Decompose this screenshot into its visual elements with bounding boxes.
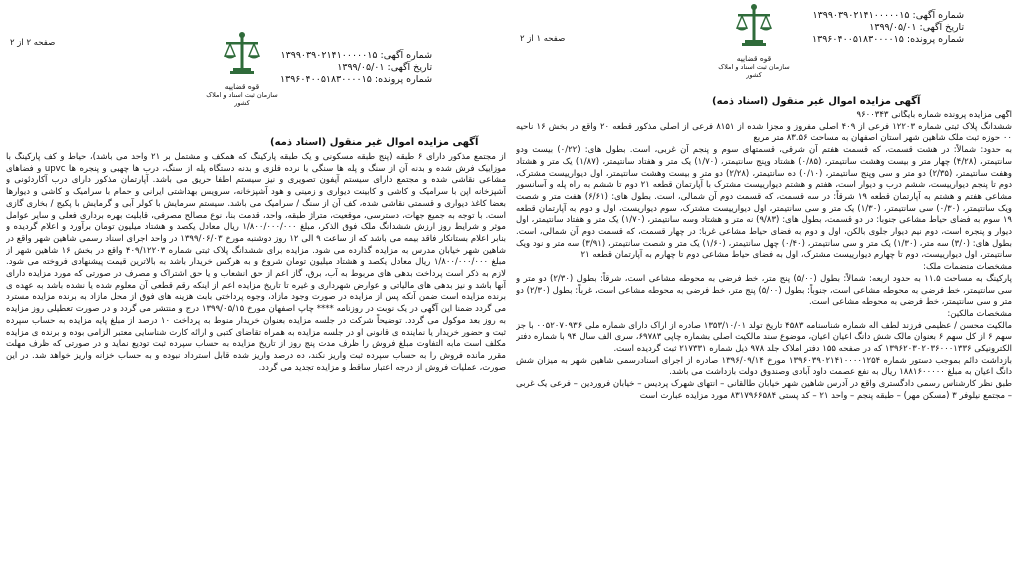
body-paragraph: مشخصات منضمات ملک: — [923, 262, 1012, 273]
body-paragraph: بازداشت دائم بموجب دستور شماره ۱۳۹۶۰۳۹۰۲۱۴۱۰۰۰۰۱۲۵۴ مورخ ۱۳۹۶/۰۹/۱۴ صادره از اجرای اسنادرسمی شاهین شهر به میزان شش دانگ اعیان به مبلغ ۱۸۸۱۶۰۰۰۰۰ ریال به نفع عصمت داود آبادی وصندوق دولت بازداشت می باشد. — [516, 355, 1012, 378]
notice-page-1 — [512, 0, 1020, 568]
file-number: شماره پرونده: ۱۳۹۶۰۴۰۰۵۱۸۳۰۰۰۰۱۵ — [812, 34, 965, 45]
body-paragraph: از مجتمع مذکور دارای ۶ طبقه (پنج طبقه مسکونی و یک طبقه پارکینگ که همکف و مشتمل بر ۲۱ واحد می باشد)، حیاط و کف پارکینگ با موزاییک فرش شده و بدنه آن از سنگ و پله ها سنگی با نرده فلزی و بدنه دستگاه پله از سنگ، درب ها چهبی و پنجره ها upvc و فضاهای مشاعی نقاشی شده و مجتمع دارای سیستم آیفون تصویری و نیز سیستم اطفا حریق می باشد. آپارتمان مذکور دارای درب آکاردئونی و آشپزخانه اپن با سرامیک و کاشی و کابینت دیواری و زمینی و هود آشپزخانه، سرویس بهداشتی ایرانی و حمام با سرامیک و کاشی و دیوارها بعضا کاغذ دیواری و قسمتی نقاشی شده، کف آن از سنگ / سرامیک می باشد. سیستم سرمایش با کولر آبی و گرمایش با پکیج / بخاری گازی است. با توجه به جمیع جهات، دسترسی، موقعیت، متراژ طبقه، واحد، قدمت بنا، نوع مصالح مصرفی، قابلیت بهره برداری فعلی و سایر عوامل موثر و شرایط روز ارزش ششدانگ ملک فوق الذکر، مبلغ ۱/۸۰۰/۰۰۰/۰۰۰ ریال معادل یکصد و هشتاد میلیون تومان برآورد و اعلام گردیده و بنابر اعلام بستانکار فاقد بیمه می باشد که از ساعت ۹ الی ۱۲ روز دوشنبه مورخ ۱۳۹۹/۰۶/۰۳ در واحد اجرای اسناد رسمی شاهین شهر واقع در شاهین شهر خیابان مدرس به مزایده گذارده می شود. مزایده برای ششدانگ پلاک ثبتی شماره ۴۰۹/۱۲۲۰۳ واقع در بخش ۱۶ شاهین شهر از مبلغ ۱/۸۰۰/۰۰۰/۰۰۰ ریال معادل یکصد و هشتاد میلیون تومان شروع و به هرکس خریدار باشد به بالاترین قیمت پیشنهادی فروخته می شود. لازم به ذکر است پرداخت بدهی های مربوط به آب، برق، گاز اعم از حق انشعاب و یا حق اشتراک و مصرف در صورتی که مورد مزایده دارای آنها باشد و نیز بدهی های مالیاتی و عوارض شهرداری و غیره تا تاریخ مزایده اعم از اینکه رقم قطعی آن معلوم شده یا نشده باشد به عهده ی برنده مزایده است ضمن آنکه پس از مزایده در صورت وجود مازاد، وجوه پرداختی بابت هزینه های فوق از محل مازاد به برنده مزایده مسترد می گردد ضمنا این آگهی در یک نوبت در روزنامه **** چاپ اصفهان مورخ ۱۳۹۹/۰۵/۱۵ درج و منتشر می گردد و در صورت تعطیلی روز مزایده به روز بعد موکول می گردد. توضیحاً شرکت در جلسه مزایده بعنوان خریدار منوط به پرداخت ۱۰ درصد از مبلغ پایه مزایده به حساب سپرده ثبت و حضور خریدار یا نماینده ی قانونی او در جلسه مزایده به همراه تقاضای کتبی و ارائه کارت شناسایی معتبر الزامی بوده و برنده ی مزایده مکلف است مابه التفاوت مبلغ فروش را ظرف مدت پنج روز از تاریخ مزایده به حساب سپرده ثبت تودیع نماید و در صورتی که ظرف مهلت مقرر مانده فروش را به حساب سپرده ثبت واریز نکند، ده درصد واریز شده قابل استرداد نبوده و به حساب خزانه واریز خواهد شد. در این صورت، عملیات فروش از درجه اعتبار ساقط و مزایده تجدید می گردد. — [6, 152, 506, 373]
body-paragraph: طبق نظر کارشناس رسمی دادگستری واقع در آدرس شاهین شهر خیابان طالقانی – انتهای شهرک پردیس – خیابان فروردین – فرعی یک غربی – مجتمع نیلوفر ۳ (مسکن مهر) – طبقه پنجم – واحد ۲۱ – کد پستی ۸۳۱۷۹۶۶۵۸۴ مورد مزایده عبارت است — [516, 379, 1012, 401]
scales-of-justice-icon — [734, 2, 774, 48]
judiciary-emblem — [718, 2, 790, 79]
judiciary-emblem — [206, 30, 278, 107]
logo-caption: قوه قضاییه — [736, 54, 772, 63]
notice-number: شماره آگهی: ۱۳۹۹۰۳۹۰۲۱۴۱۰۰۰۰۰۱۵ — [280, 50, 433, 61]
page-number: صفحه ۱ از ۲ — [520, 34, 566, 44]
notice-meta — [812, 10, 964, 46]
body-paragraph: ششدانگ پلاک ثبتی شماره ۱۲۲۰۳ فرعی از ۴۰۹ اصلی مفروز و مجزا شده از ۸۱۵۱ فرعی از اصلی مذکور قطعه ۲۰ واقع در بخش ۱۶ ناحیه ۰۰ حوزه ثبت ملک شاهین شهر استان اصفهان به مساحت ۸۳.۵۶ متر مربع — [516, 121, 1012, 144]
notice-title: آگهی مزایده اموال غیر منقول (اسناد ذمه) — [270, 137, 479, 148]
notice-number: شماره آگهی: ۱۳۹۹۰۳۹۰۲۱۴۱۰۰۰۰۰۱۵ — [812, 10, 965, 21]
page-number: صفحه ۲ از ۲ — [10, 38, 56, 48]
notice-date: تاریخ آگهی: ۱۳۹۹/۰۵/۰۱ — [337, 62, 433, 73]
notice-body — [516, 110, 1012, 562]
body-paragraph: به حدود: شمالاً: در هشت قسمت، که قسمت هفتم آن شرقی، قسمتهای سوم و پنجم آن غربی، است. بطول های: (۰/۲۲) بیست ودو سانتیمتر، (۴/۲۸) چهار متر و بیست وهشت سانتیمتر، (۰/۸۵) هشتاد وپنج سانتیمتر، (۱/۷۰) یک متر و هفتاد سانتیمتر، (۱/۸۷) یک متر و هشتاد وهفت سانتیمتر، (۲/۳۵) دو متر و سی وپنج سانتیمتر، (۰/۱۰) ده سانتیمتر، (۲/۲۸) دو متر و بیست وهشت سانتیمتر، اول دیوارییست مشترک، دوم تا پنجم دیوارییست، ششم درب و دیوار است، هفتم و هشتم دیوارییست مشترک با آپارتمان قطعه ۲۱ دوم تا ششم به راه پله و آسانسور مشاعی هفتم و هشتم به آپارتمان قطعه ۱۹ شرقاً: در سه قسمت، که قسمت دوم آن شمالی، است. بطول های: (۶/۶۱) هفت متر و شصت ویک سانتیمتر، (۰/۳۰) سی سانتیمتر، (۱/۳۰) یک متر و سی سانتیمتر، اول دیوارییست مشترک، سوم دیواریست، اول و دوم به آپارتمان قطعه ۱۹ سوم به فضای حیاط مشاعی جنوبا: در دو قسمت، بطول های: (۹/۸۳) نه متر و هشتاد وسه سانتیمتر، (۱/۷۰) یک متر و هفتاد سانتیمتر، اول دیوار و پنجره است، دوم نیم دیوار جلوی بالکن، اول و دوم به فضای حیاط مشاعی غربا: در چهار قسمت، که قسمت دوم آن شمالی، است. بطول های: (۳/۰) سه متر، (۱/۳۰) یک متر و سی سانتیمتر، (۰/۴۰) چهل سانتیمتر، (۱/۶۰) یک متر و شصت سانتیمتر، (۳/۹۱) سه متر و نود ویک سانتیمتر، اول دیوارییست، دوم تا چهارم دیوارییست مشترک، اول به فضای حیاط مشاعی دوم تا چهارم به آپارتمان قطعه ۲۱ — [516, 145, 1012, 261]
logo-caption: قوه قضاییه — [224, 82, 260, 91]
notice-meta — [280, 50, 432, 86]
scales-of-justice-icon — [222, 30, 262, 76]
body-paragraph: آگهی مزایده پرونده شماره بایگانی ۹۶۰۰۳۴۳ — [856, 110, 1012, 120]
body-paragraph: مالکیت محسن / عظیمی فرزند لطف اله شماره شناسنامه ۴۵۸۳ تاریخ تولد ۱۳۵۳/۱۰/۰۱ صادره از اراک دارای شماره ملی ۰۰۵۲۰۷۰۹۳۶ با جز سهم ۶ از کل سهم ۶ بعنوان مالک شش دانگ اعیان اعیان، موضوع سند مالکیت اصلی بشماره چاپی ۶۹۷۸۳، سری الف سال ۹۴ با شماره دفتر الکترونیکی ۱۳۹۶۲۰۳۰۲۰۳۶۰۰۰۱۳۳۶ که در صفحه ۱۵۵ دفتر املاک جلد ۹۷۸ ذیل شماره ۲۱۷۳۳۱ ثبت گردیده است. — [516, 320, 1012, 355]
logo-subcaption: سازمان ثبت اسناد و املاک کشور — [718, 63, 790, 79]
notice-body — [6, 152, 506, 562]
file-number: شماره پرونده: ۱۳۹۶۰۴۰۰۵۱۸۳۰۰۰۰۱۵ — [280, 74, 433, 85]
body-paragraph: مشخصات مالکین: — [947, 308, 1012, 319]
logo-subcaption: سازمان ثبت اسناد و املاک کشور — [206, 91, 278, 107]
body-paragraph: پارکینگ به مساحت ۱۱.۵ به حدود اربعه: شمالاً: بطول (۵/۰۰) پنج متر، خط فرضی به محوطه مشاعی است، شرقاً: بطول (۲/۳۰) دو متر و سی سانتیمتر، خط فرضی به محوطه مشاعی است، جنوباً: بطول (۵/۰۰) پنج متر، خط فرضی به محوطه مشاعی است، غرباً: بطول (۲/۳۰) دو متر و سی سانتیمتر، خط فرضی به محوطه مشاعی است. — [516, 273, 1012, 308]
notice-title: آگهی مزایده اموال غیر منقول (اسناد ذمه) — [712, 96, 921, 107]
notice-date: تاریخ آگهی: ۱۳۹۹/۰۵/۰۱ — [869, 22, 965, 33]
